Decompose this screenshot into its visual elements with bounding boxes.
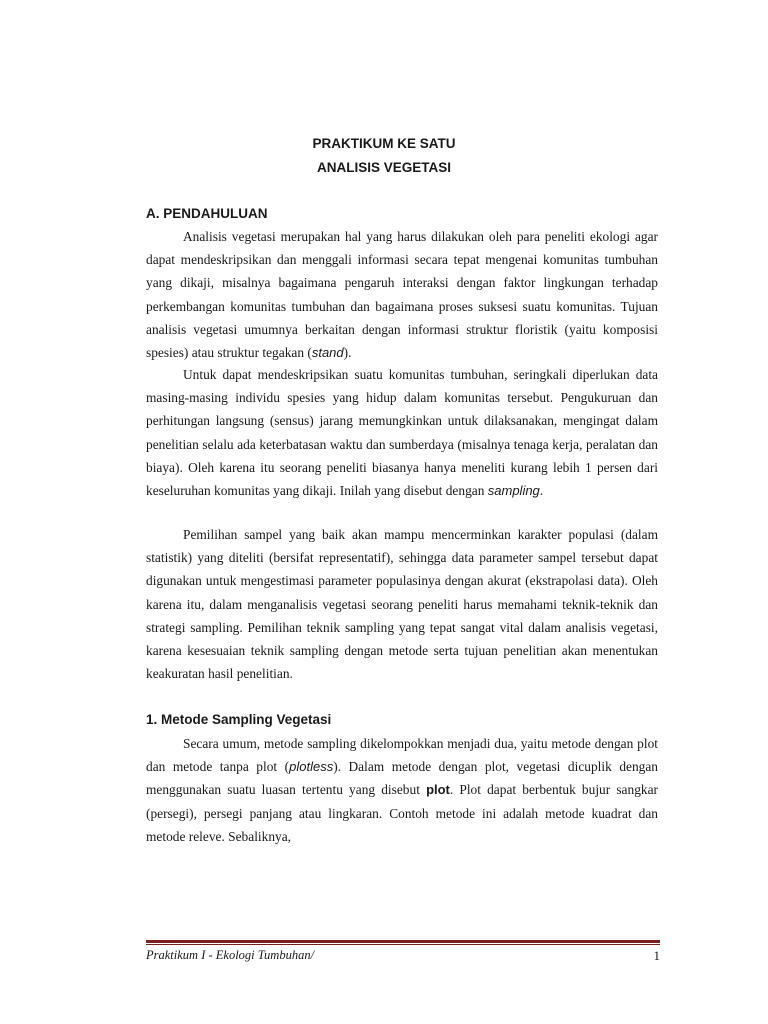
paragraph-3: Pemilihan sampel yang baik akan mampu mencerminkan karakter populasi (dalam statistik) yang diteliti (bersifat representatif), sehingga data parameter sampel tersebut dapat digunakan untuk mengestimasi parameter populasinya dengan akurat (ekstrapolasi data). Oleh karena itu, dalam menganalisis vegetasi seorang peneliti harus memahami teknik-teknik dan strategi sampling. Pemilihan teknik sampling yang tepat sangat vital dalam analisis vegetasi, karena kesesuaian teknik sampling dengan metode serta tujuan penelitian akan menentukan keakuratan hasil penelitian. xyxy=(146,527,658,682)
paragraph-4-text-1: Secara umum, metode sampling dikelompokkan menjadi dua, yaitu metode dengan plot dan metode tanpa plot ( xyxy=(146,736,658,775)
section-heading-metode-sampling: 1. Metode Sampling Vegetasi xyxy=(146,712,332,727)
paragraph-4-text-3: . Plot dapat berbentuk bujur sangkar (persegi), persegi panjang atau lingkaran. Contoh metode ini adalah metode kuadrat dan metode releve. Sebaliknya, xyxy=(146,782,658,844)
paragraph-1 xyxy=(146,225,658,364)
page-number: 1 xyxy=(653,948,660,963)
title-line-1: PRAKTIKUM KE SATU xyxy=(312,136,456,151)
paragraph-4 xyxy=(146,732,658,848)
paragraph-4-text-2: ). Dalam metode dengan plot, vegetasi dicuplik dengan menggunakan suatu luasan tertentu yang disebut xyxy=(146,759,658,798)
paragraph-2-tail: . xyxy=(539,483,544,499)
term-plotless: plotless xyxy=(289,759,334,775)
footer-rule-thin xyxy=(146,944,660,945)
paragraph-2 xyxy=(146,363,658,502)
paragraph-1-text: Analisis vegetasi merupakan hal yang harus dilakukan oleh para peneliti ekologi agar dapat mendeskripsikan dan menggali informasi secara tepat mengenai komunitas tumbuhan yang dikaji, misalnya bagaimana pengaruh interaksi dengan faktor lingkungan terhadap perkembangan komunitas tumbuhan dan bagaimana proses suksesi suatu komunitas. Tujuan analisis vegetasi umumnya berkaitan dengan informasi struktur floristik (yaitu komposisi spesies) atau struktur tegakan ( xyxy=(146,229,658,361)
term-plot: plot xyxy=(426,782,450,798)
term-sampling: sampling xyxy=(487,483,540,499)
footer-rule-thick xyxy=(146,940,660,943)
footer-title: Praktikum I - Ekologi Tumbuhan/ xyxy=(146,948,315,962)
section-heading-pendahuluan: A. PENDAHULUAN xyxy=(146,206,268,221)
title-line-2: ANALISIS VEGETASI xyxy=(316,160,452,175)
term-stand: stand xyxy=(311,345,344,361)
paragraph-2-text: Untuk dapat mendeskripsikan suatu komunitas tumbuhan, seringkali diperlukan data masing-masing individu spesies yang hidup dalam komunitas tersebut. Pengukuruan dan perhitungan langsung (sensus) jarang memungkinkan untuk dilaksanakan, mengingat dalam penelitian selalu ada keterbatasan waktu dan sumberdaya (misalnya tenaga kerja, peralatan dan biaya). Oleh karena itu seorang peneliti biasanya hanya meneliti kurang lebih 1 persen dari keseluruhan komunitas yang dikaji. Inilah yang disebut dengan xyxy=(146,367,658,499)
paragraph-1-tail: ). xyxy=(343,345,352,361)
